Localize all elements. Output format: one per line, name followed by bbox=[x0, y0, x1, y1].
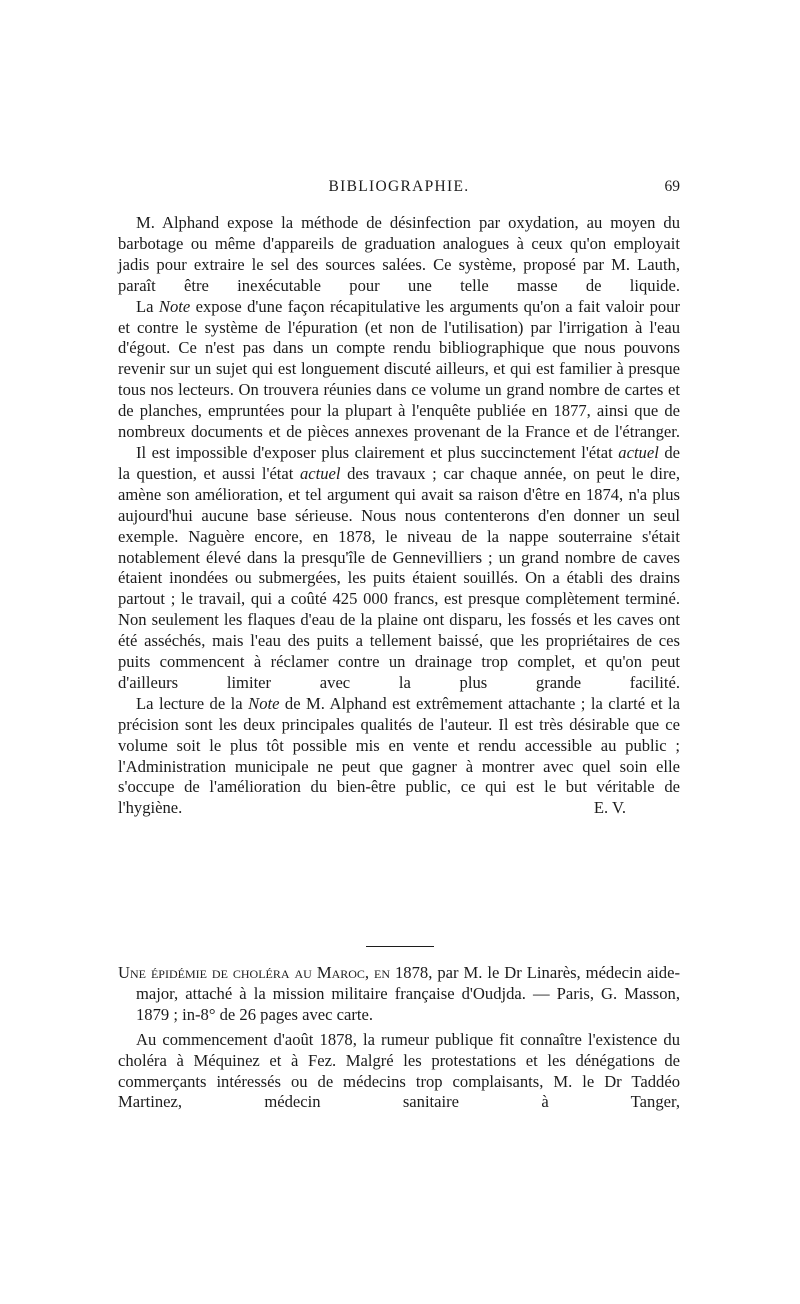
paragraph-text: expose d'une façon récapitulative les arguments qu'on a fait valoir pour et contre le système de l'épuration (et non de l'utilisation) par l'irrigation à l'eau d'égout. Ce n'est pas dans un compte rendu bibliographique que nous pouvons revenir sur un sujet qui est longuement discuté ailleurs, et qui est familier à presque tous nos lecteurs. On trouvera réunies dans ce volume un grand nombre de cartes et de planches, empruntées pour la plupart à l'enquête publiée en 1877, ainsi que de nombreux documents et de pièces annexes provenant de la France et de l'étranger. bbox=[118, 296, 680, 442]
paragraph bbox=[118, 297, 680, 443]
paragraph-text: de la question, et aussi l'état bbox=[118, 442, 681, 483]
running-head-title: BIBLIOGRAPHIE. bbox=[328, 178, 470, 195]
entry-text bbox=[118, 963, 680, 1026]
paragraph bbox=[118, 694, 680, 819]
bibliographic-entry bbox=[118, 963, 680, 1026]
entry-title: Une épidémie de choléra au Maroc, en 1878 bbox=[118, 963, 429, 982]
paragraph-text: Au commencement d'août 1878, la rumeur publique fit connaître l'existence du choléra à Méquinez et à Fez. Malgré les protestations et les dénégations de commerçants intéressés ou de médecins trop complaisants, M. le Dr Taddéo Martinez, médecin sanitaire à Tanger, bbox=[118, 1029, 680, 1112]
running-head bbox=[118, 178, 680, 202]
paragraph-text: Il est impossible d'exposer plus clairement et plus succinctement l'état bbox=[136, 442, 619, 462]
paragraph-text: de M. Alphand est extrêmement attachante ; la clarté et la précision sont les deux principales qualités de l'auteur. Il est très désirable que ce volume soit le plus tôt possible mis en vente et rendu accessible au public ; l'Administration municipale ne peut que gagner à montrer avec quel soin elle s'occupe de l'amélioration du bien-être public, ce qui est le but véritable de l'hygiène. bbox=[118, 693, 680, 818]
emphasis: actuel bbox=[618, 442, 659, 462]
review-cholera bbox=[118, 963, 680, 1113]
signature: E. V. bbox=[593, 798, 626, 818]
review-alphand bbox=[118, 213, 680, 819]
paragraph bbox=[118, 1030, 680, 1114]
paragraph-text: La lecture de la bbox=[136, 693, 249, 713]
emphasis: Note bbox=[248, 693, 280, 713]
paragraph bbox=[118, 213, 680, 297]
page-number: 69 bbox=[664, 178, 680, 195]
emphasis: Note bbox=[158, 296, 191, 316]
paragraph-text: M. Alphand expose la méthode de désinfection par oxydation, au moyen du barbotage ou même d'appareils de graduation analogues à ceux qu'on employait jadis pour extraire le sel des sources salées. Ce système, proposé par M. Lauth, paraît être inexécutable pour une telle masse de liquide. bbox=[118, 213, 680, 295]
paragraph-text: La bbox=[136, 296, 159, 316]
emphasis: actuel bbox=[299, 463, 341, 483]
paragraph-text: des travaux ; car chaque année, on peut le dire, amène son amélioration, et tel argument qui avait sa raison d'être en 1874, n'a plus aujourd'hui aucune base sérieuse. Nous nous contenterons d'en donner un seul exemple. Naguère encore, en 1878, le niveau de la nappe souterraine s'était notablement élevé dans la presqu'île de Gennevilliers ; un grand nombre de caves étaient inondées ou submergées, les puits étaient souillés. On a établi des drains partout ; le travail, qui a coûté 425 000 francs, est presque complètement terminé. Non seulement les flaques d'eau de la plaine ont disparu, les fossés et les caves ont été asséchés, mais l'eau des puits a tellement baissé, que les propriétaires de ces puits commencent à réclamer contre un drainage trop complet, et qu'on peut d'ailleurs limiter avec la plus grande facilité. bbox=[118, 463, 681, 692]
entry-details: , par M. le Dr Linarès, médecin aide-major, attaché à la mission militaire française d'Oudjda. — Paris, G. Masson, 1879 ; in-8° de 26 pages avec carte. bbox=[136, 963, 680, 1024]
paragraph bbox=[118, 443, 680, 694]
section-divider bbox=[366, 946, 434, 947]
